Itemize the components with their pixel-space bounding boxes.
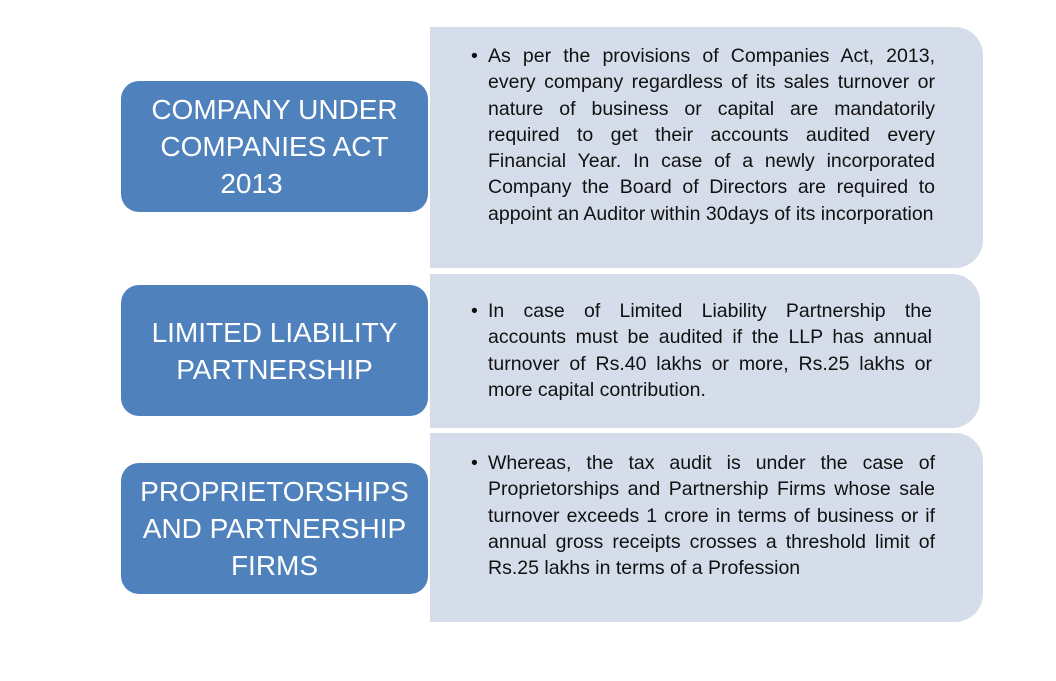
label-text: [140, 473, 409, 584]
bullet-list: [488, 450, 935, 581]
category-label-proprietorships: [121, 463, 428, 594]
bullet-list: [488, 298, 932, 403]
label-text: [151, 91, 397, 202]
bullet-item: • Whereas, the tax audit is under the case of Proprietorships and Partnership Firms whose sale turnover exceeds 1 crore in terms of business or if annual gross receipts crosses a threshold limit of Rs.25 lakhs in terms of a Profession: [488, 450, 935, 581]
description-panel-llp: [430, 274, 980, 428]
category-label-llp: [121, 285, 428, 416]
label-line: FIRMS: [230, 550, 319, 581]
label-line: 2013: [220, 168, 283, 199]
category-label-company: [121, 81, 428, 212]
bullet-item: • In case of Limited Liability Partnership the accounts must be audited if the LLP has annual turnover of Rs.40 lakhs or more, Rs.25 lakhs or more capital contribution.: [488, 298, 932, 403]
label-line: COMPANY UNDER: [151, 94, 398, 125]
bullet-list: [488, 43, 935, 227]
label-text: [152, 314, 398, 388]
label-line: PARTNERSHIP: [176, 353, 373, 385]
description-panel-company: [430, 27, 983, 268]
label-line: AND PARTNERSHIP: [142, 513, 407, 544]
label-line: PROPRIETORSHIPS: [140, 476, 409, 507]
bullet-item: • As per the provisions of Companies Act, 2013, every company regardless of its sales turnover or nature of business or capital are mandatorily required to get their accounts audited every Financial Year. In case of a newly incorporated Company the Board of Directors are required to appoint an Auditor within 30days of its incorporation: [488, 43, 935, 227]
description-panel-proprietorships: [430, 433, 983, 622]
label-line: LIMITED LIABILITY: [151, 316, 398, 348]
label-line: COMPANIES ACT: [160, 131, 389, 162]
